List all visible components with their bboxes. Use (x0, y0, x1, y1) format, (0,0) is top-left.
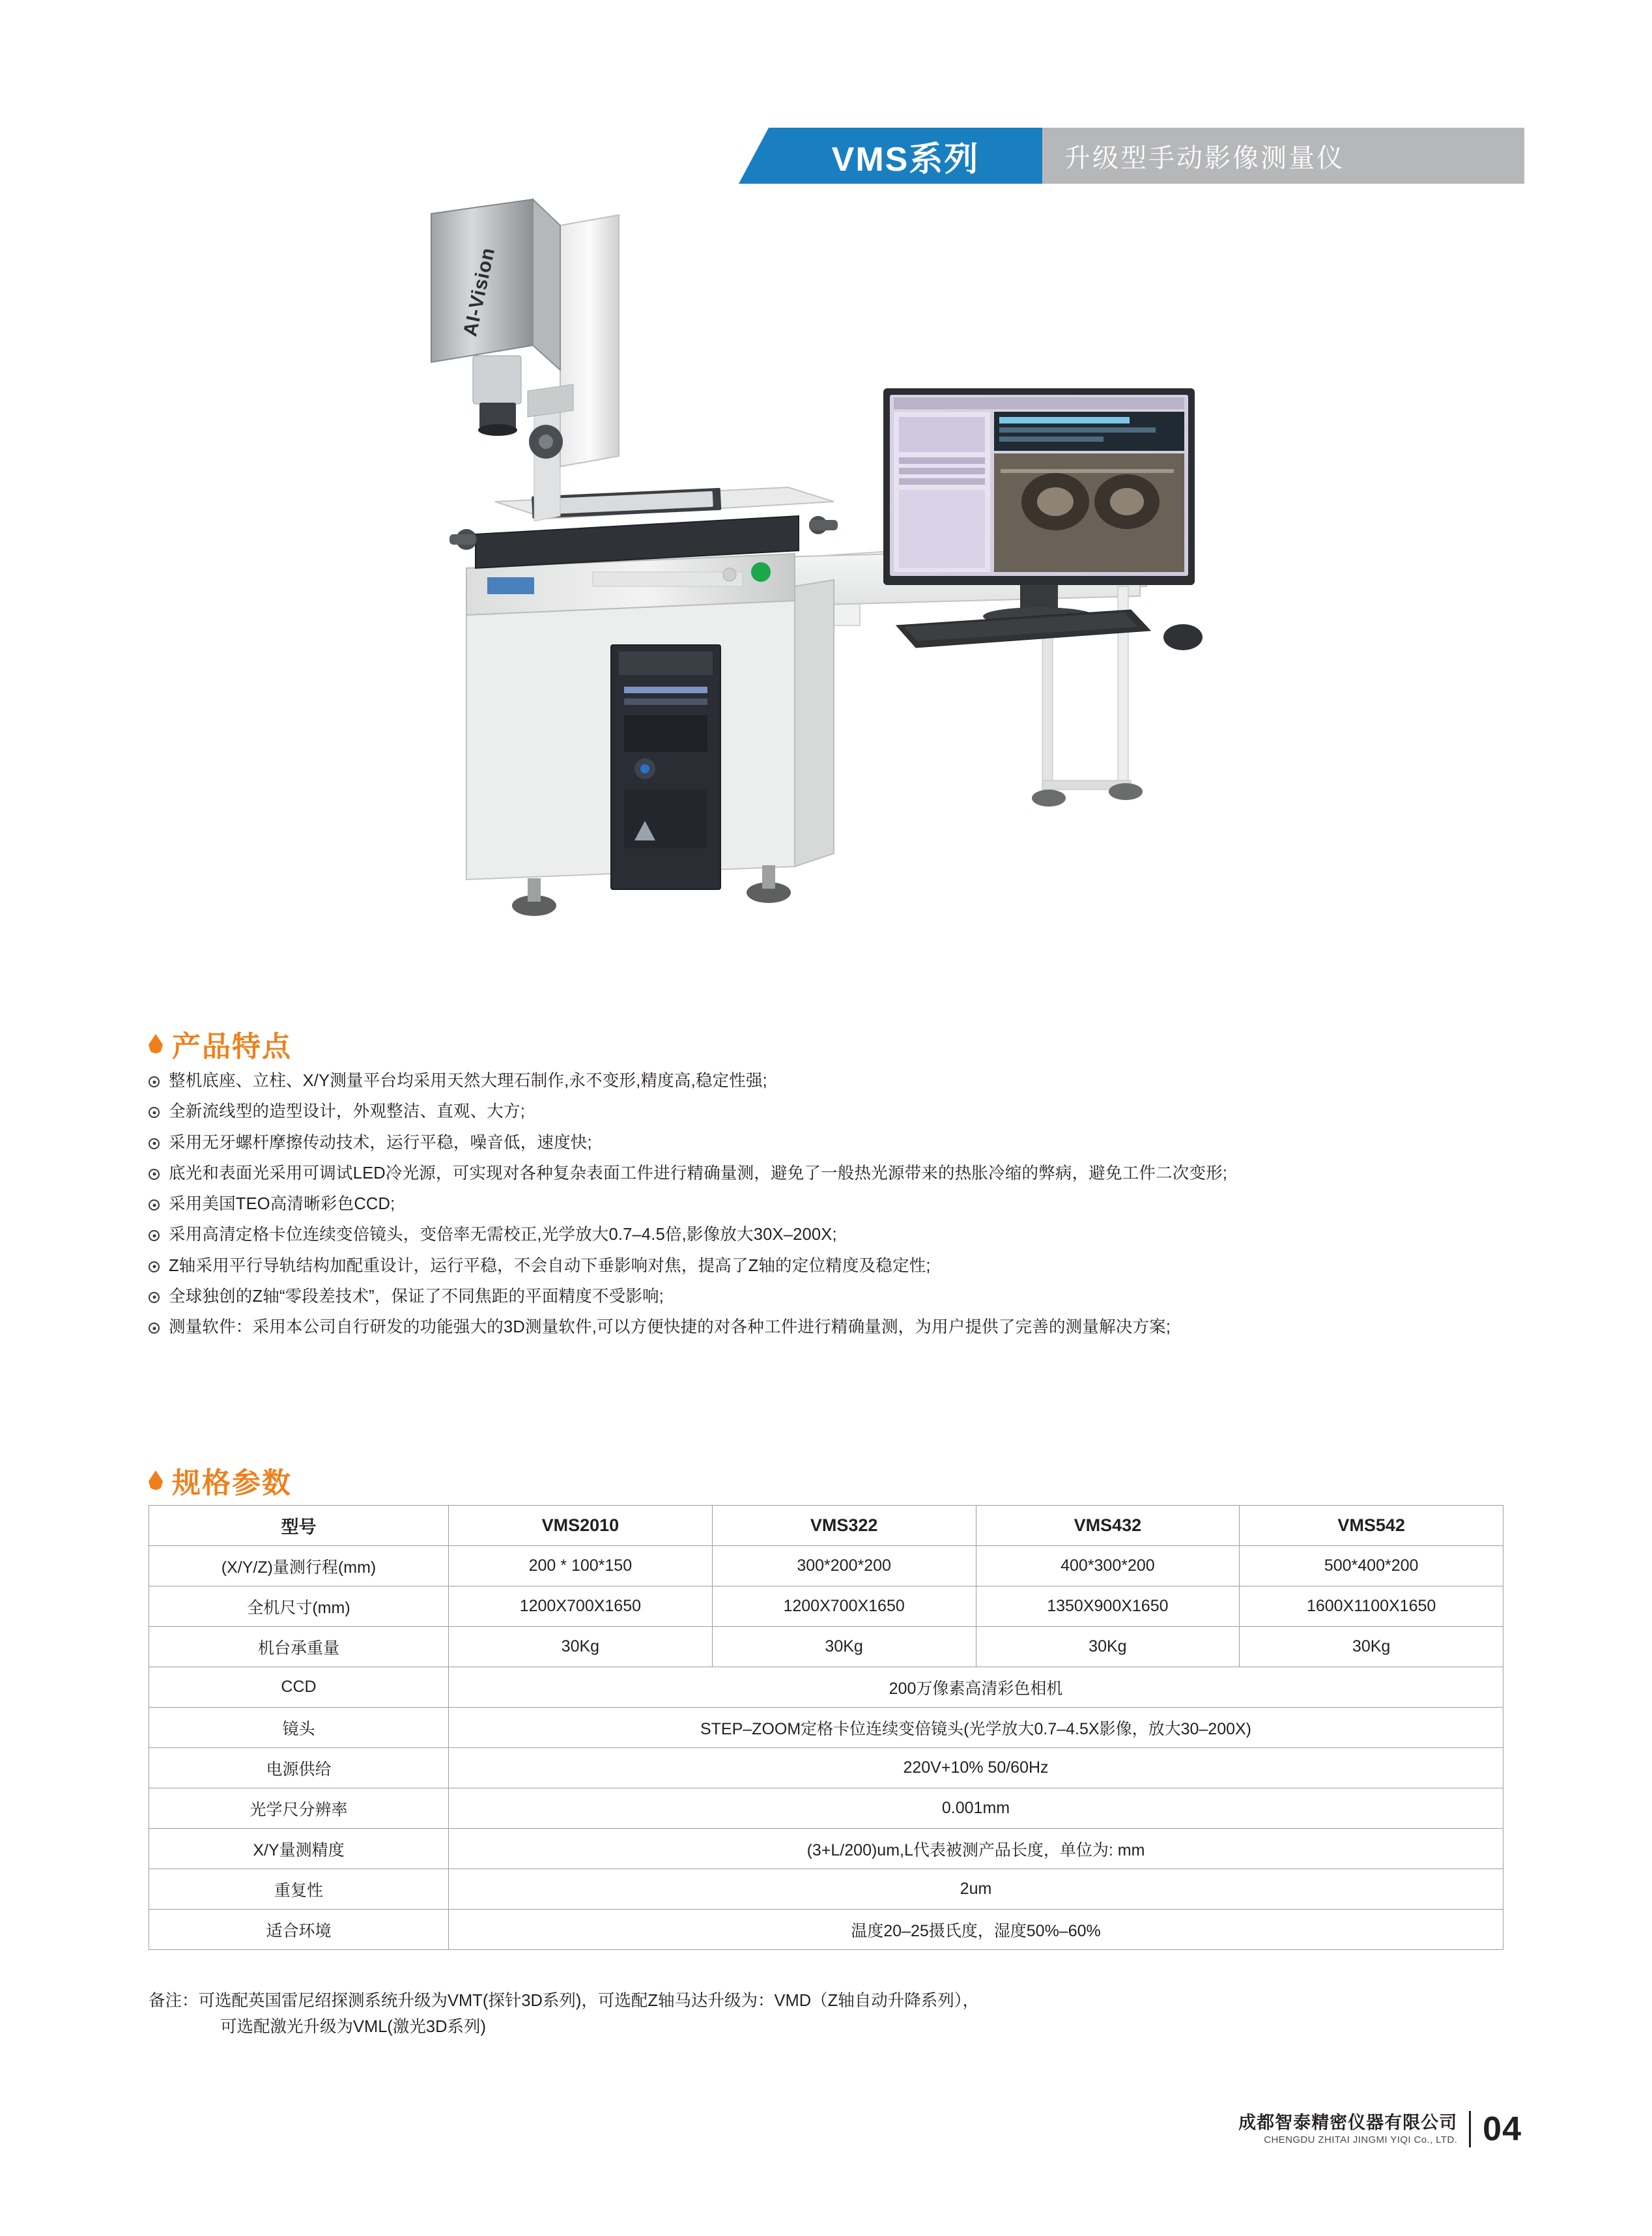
column-header: 型号 (149, 1506, 449, 1546)
ring-bullet-icon (149, 1076, 160, 1087)
table-row (149, 1829, 1503, 1869)
cell: 0.001mm (449, 1788, 1503, 1829)
machine-cabinet (466, 580, 834, 916)
cell: 30Kg (712, 1627, 976, 1667)
cell: 30Kg (449, 1627, 713, 1667)
company-block (1238, 2112, 1457, 2147)
svg-text:AI-Vision: AI-Vision (459, 245, 500, 339)
feature-text: 采用高清定格卡位连续变倍镜头，变倍率无需校正,光学放大0.7–4.5倍,影像放大30X–200X; (169, 1226, 837, 1244)
row-label: 全机尺寸(mm) (149, 1586, 449, 1627)
cell: 1600X1100X1650 (1240, 1586, 1503, 1627)
row-label: X/Y量测精度 (149, 1829, 449, 1869)
ring-bullet-icon (149, 1199, 160, 1211)
page-footer (1238, 2110, 1522, 2149)
cell: 200 * 100*150 (449, 1546, 713, 1586)
cell: 温度20–25摄氏度，湿度50%–60% (449, 1910, 1503, 1950)
table-row (149, 1546, 1503, 1586)
row-label: 电源供给 (149, 1748, 449, 1788)
features-title-text: 产品特点 (172, 1031, 292, 1063)
cell: STEP–ZOOM定格卡位连续变倍镜头(光学放大0.7–4.5X影像，放大30–200X) (449, 1708, 1503, 1748)
column-header: VMS542 (1240, 1506, 1503, 1546)
ring-bullet-icon (149, 1292, 160, 1303)
table-row (149, 1627, 1503, 1667)
column-header: VMS2010 (449, 1506, 713, 1546)
ring-bullet-icon (149, 1230, 160, 1241)
features-list (149, 1068, 1530, 1345)
footer-divider (1469, 2111, 1471, 2147)
cell: 220V+10% 50/60Hz (449, 1748, 1503, 1788)
table-row (149, 1667, 1503, 1708)
page-header-banner (769, 128, 1524, 184)
row-label: 机台承重量 (149, 1627, 449, 1667)
row-label: CCD (149, 1667, 449, 1708)
table-row (149, 1869, 1503, 1910)
feature-text: Z轴采用平行导轨结构加配重设计，运行平稳，不会自动下垂影响对焦，提高了Z轴的定位精度及稳定性; (169, 1256, 931, 1275)
list-item (149, 1254, 1530, 1278)
row-label: 适合环境 (149, 1910, 449, 1950)
ring-bullet-icon (149, 1261, 160, 1272)
feature-text: 整机底座、立柱、X/Y测量平台均采用天然大理石制作,永不变形,精度高,稳定性强; (169, 1072, 767, 1090)
cell: 1200X700X1650 (712, 1586, 976, 1627)
drop-icon (149, 1034, 163, 1054)
spec-table-wrapper (149, 1505, 1503, 1950)
cell: 1350X900X1650 (976, 1586, 1240, 1627)
feature-text: 全新流线型的造型设计，外观整洁、直观、大方; (169, 1102, 525, 1121)
table-row (149, 1910, 1503, 1950)
cell: 30Kg (976, 1627, 1240, 1667)
cell: (3+L/200)um,L代表被测产品长度，单位为: mm (449, 1829, 1503, 1869)
drop-icon (149, 1470, 163, 1490)
row-label: (X/Y/Z)量测行程(mm) (149, 1546, 449, 1586)
table-row (149, 1788, 1503, 1829)
note-line-2: 可选配激光升级为VML(激光3D系列) (220, 2017, 487, 2036)
row-label: 光学尺分辨率 (149, 1788, 449, 1829)
table-row (149, 1708, 1503, 1748)
table-row (149, 1748, 1503, 1788)
specs-title-text: 规格参数 (172, 1467, 292, 1499)
spec-note (149, 1988, 1517, 2040)
series-title: VMS系列 (769, 128, 1042, 184)
cell: 200万像素高清彩色相机 (449, 1667, 1503, 1708)
list-item (149, 1284, 1530, 1309)
cell: 300*200*200 (712, 1546, 976, 1586)
cell: 2um (449, 1869, 1503, 1910)
specs-section-title (149, 1459, 292, 1501)
row-label: 镜头 (149, 1708, 449, 1748)
cell: 1200X700X1650 (449, 1586, 713, 1627)
cell: 400*300*200 (976, 1546, 1240, 1586)
company-name-en: CHENGDU ZHITAI JINGMI YIQI Co., LTD. (1264, 2134, 1458, 2145)
note-line-1: 备注：可选配英国雷尼绍探测系统升级为VMT(探针3D系列)，可选配Z轴马达升级为：VMD（Z轴自动升降系列）， (149, 1992, 979, 2010)
product-photo (339, 195, 1355, 964)
table-row (149, 1506, 1503, 1546)
spec-table (149, 1505, 1503, 1950)
feature-text: 底光和表面光采用可调试LED冷光源，可实现对各种复杂表面工件进行精确量测，避免了一般热光源带来的热胀冷缩的弊病，避免工件二次变形; (169, 1164, 1228, 1182)
features-section-title (149, 1023, 292, 1065)
feature-text: 测量软件：采用本公司自行研发的功能强大的3D测量软件,可以方便快捷的对各种工件进行精确量测，为用户提供了完善的测量解决方案; (169, 1318, 1171, 1336)
list-item (149, 1130, 1530, 1155)
feature-text: 全球独创的Z轴“零段差技术”，保证了不同焦距的平面精度不受影响; (169, 1287, 664, 1306)
series-subtitle: 升级型手动影像测量仪 (1042, 128, 1524, 184)
ring-bullet-icon (149, 1107, 160, 1118)
list-item (149, 1161, 1530, 1186)
row-label: 重复性 (149, 1869, 449, 1910)
ring-bullet-icon (149, 1169, 160, 1180)
list-item (149, 1192, 1530, 1216)
ring-bullet-icon (149, 1138, 160, 1149)
feature-text: 采用无牙螺杆摩擦传动技术，运行平稳，噪音低，速度快; (169, 1133, 592, 1152)
table-row (149, 1586, 1503, 1627)
list-item (149, 1099, 1530, 1124)
list-item (149, 1315, 1530, 1340)
page-number: 04 (1483, 2110, 1522, 2148)
cell: 30Kg (1240, 1627, 1503, 1667)
feature-text: 采用美国TEO高清晰彩色CCD; (169, 1195, 395, 1213)
cell: 500*400*200 (1240, 1546, 1503, 1586)
column-header: VMS432 (976, 1506, 1240, 1546)
ring-bullet-icon (149, 1323, 160, 1334)
column-header: VMS322 (712, 1506, 976, 1546)
company-name-cn: 成都智泰精密仪器有限公司 (1238, 2112, 1458, 2132)
list-item (149, 1068, 1530, 1093)
list-item (149, 1222, 1530, 1247)
